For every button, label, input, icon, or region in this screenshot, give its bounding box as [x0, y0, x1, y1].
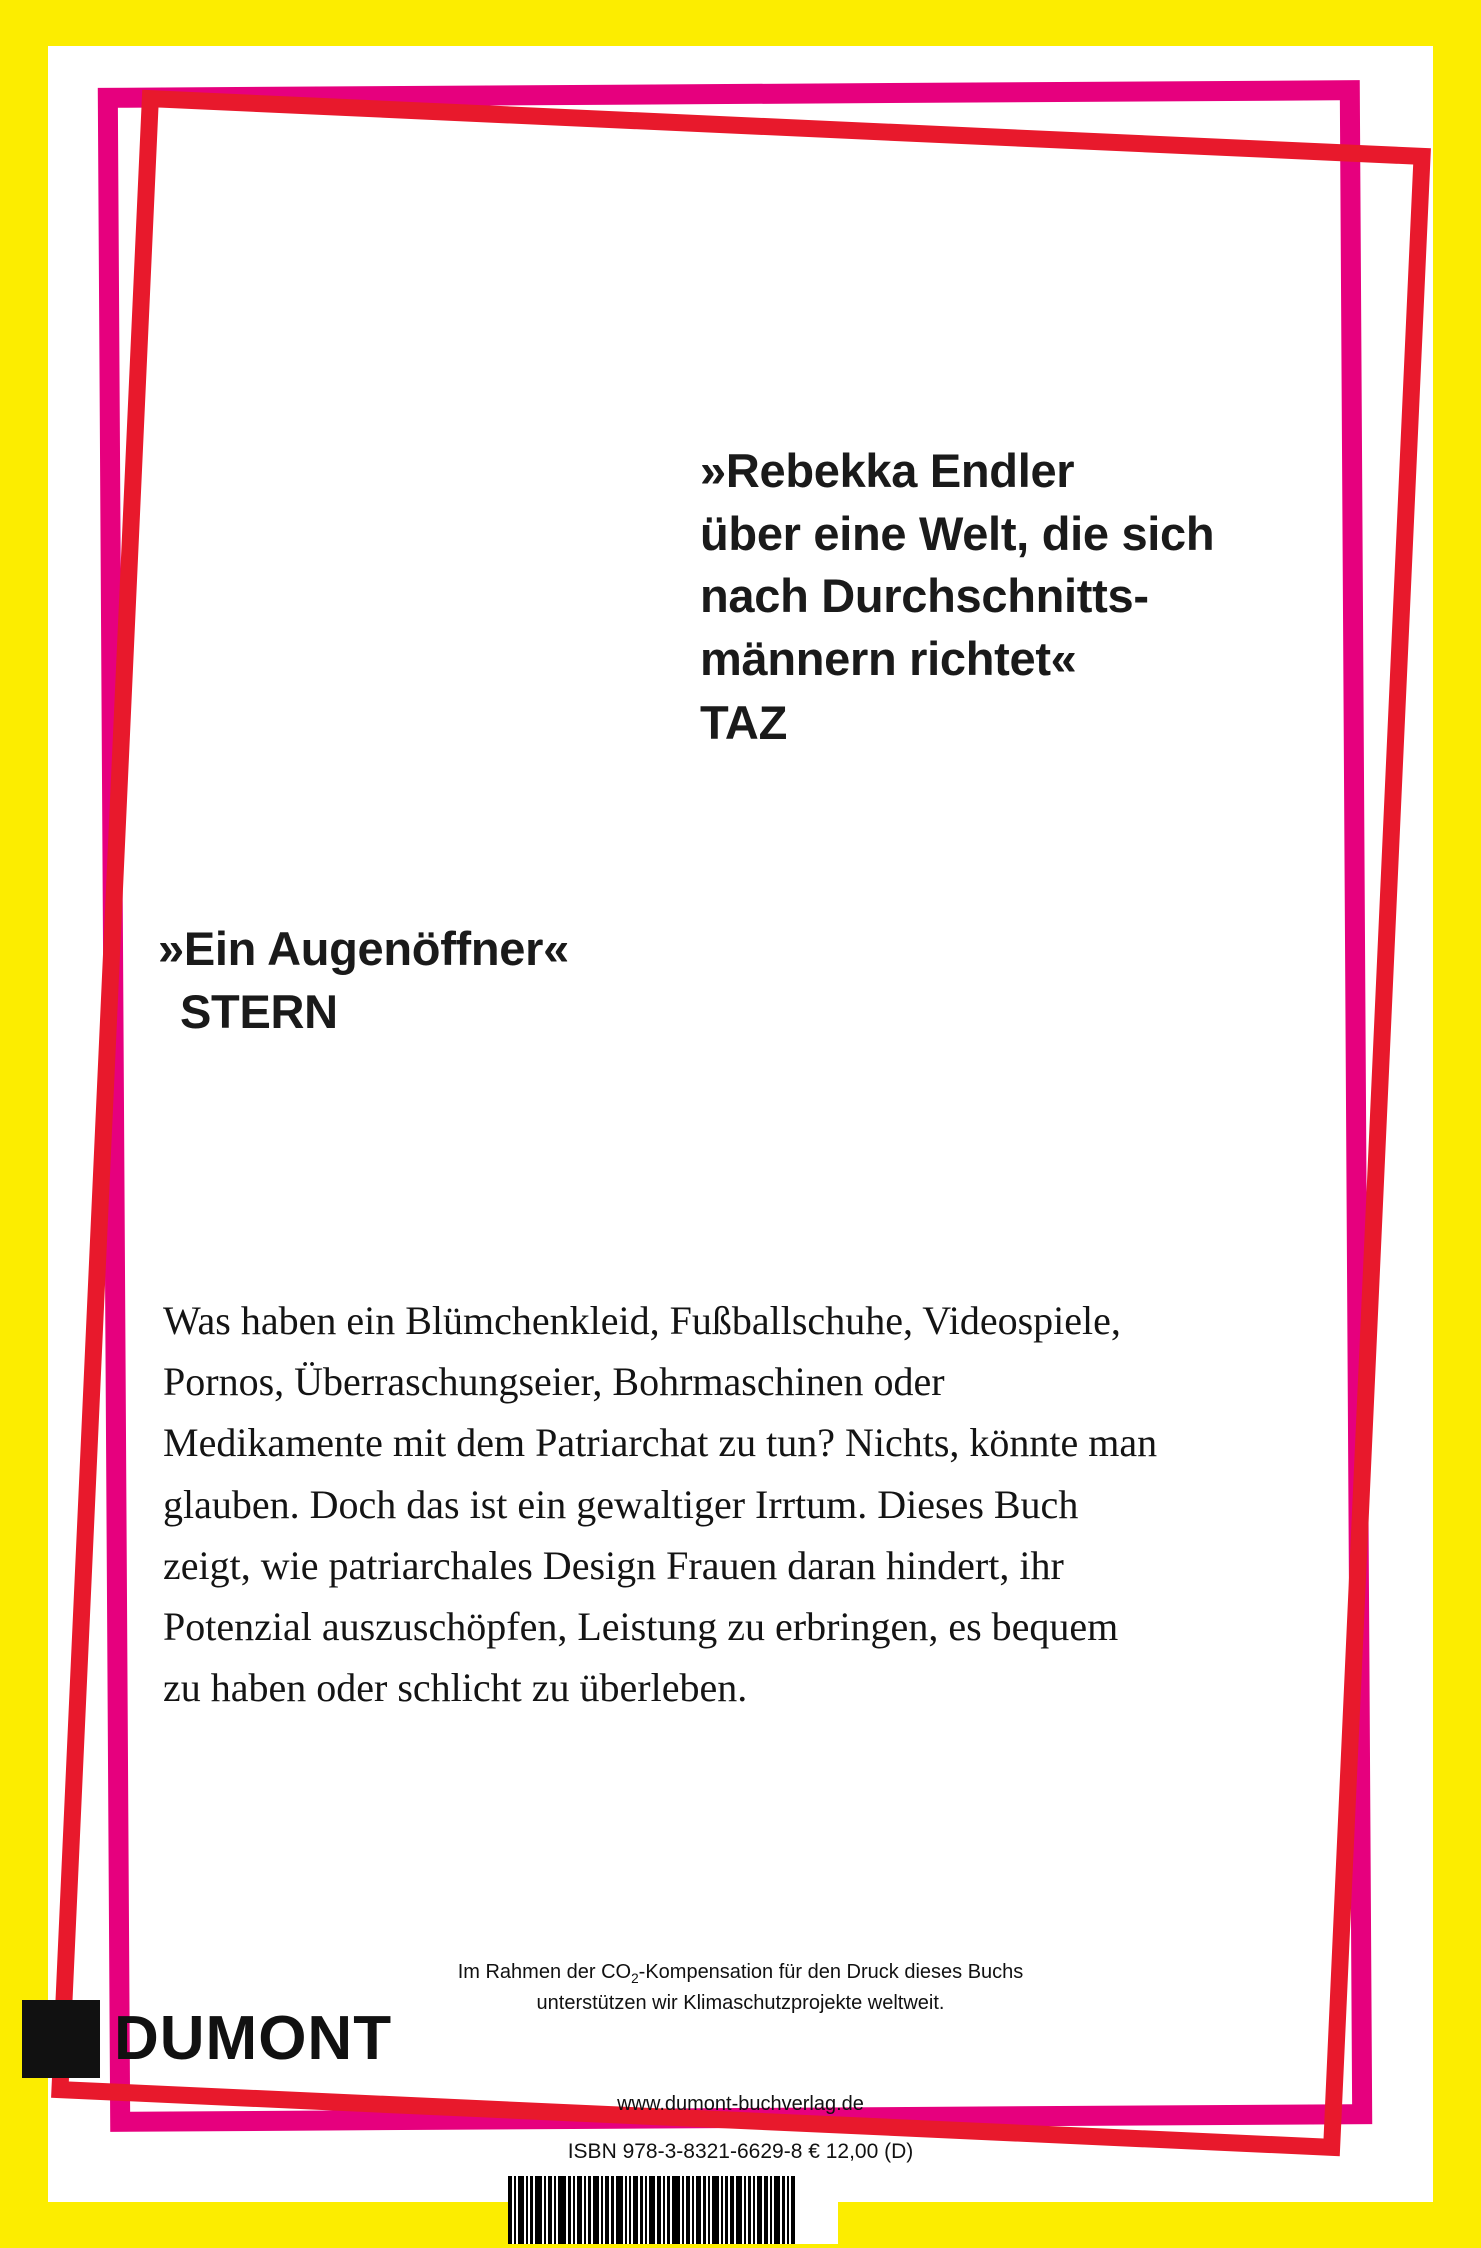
publisher-name: DUMONT — [114, 2004, 393, 2073]
co2-note-line-1 — [0, 1958, 1481, 1989]
quote-taz-line-3: nach Durchschnitts- — [700, 569, 1149, 622]
quote-taz-line-2: über eine Welt, die sich — [700, 506, 1215, 560]
quote-taz — [700, 440, 1340, 755]
quote-taz-source: TAZ — [700, 696, 787, 749]
co2-subscript: 2 — [631, 1971, 639, 1986]
isbn-line: ISBN 978-3-8321-6629-8 € 12,00 (D) — [567, 2140, 914, 2163]
co2-note-line-1b: -Kompensation für den Druck dieses Buchs — [638, 1961, 1024, 1983]
blurb-text: Was haben ein Blümchenkleid, Fußballschuhe, Videospiele, Pornos, Überraschungseier, Bohrmaschinen oder Medikamente mit dem Patriarchat zu tun? Nichts, könnte man glauben. Doch das ist ein gewaltiger Irrtum. Dieses Buch zeigt, wie patriarchales Design Frauen daran hindert, ihr Potenzial auszuschöpfen, Leistung zu erbringen, es bequem zu haben oder schlicht zu überleben. — [163, 1298, 1158, 1711]
co2-note-line-1a: Im Rahmen der CO — [457, 1961, 632, 1983]
quote-stern — [158, 918, 858, 1043]
publisher-url[interactable]: www.dumont-buchverlag.de — [617, 2093, 864, 2115]
co2-note-line-2: unterstützen wir Klimaschutzprojekte weltweit. — [536, 1991, 945, 2014]
publisher-logo — [22, 2000, 392, 2078]
quote-stern-line-1: »Ein Augenöffner« — [158, 922, 569, 975]
quote-taz-line-4: männern richtet« — [700, 631, 1077, 685]
quote-taz-line-1: »Rebekka Endler — [700, 444, 1075, 497]
barcode — [508, 2176, 838, 2244]
logo-square-icon — [22, 2000, 100, 2078]
quote-stern-source: STERN — [180, 984, 338, 1038]
